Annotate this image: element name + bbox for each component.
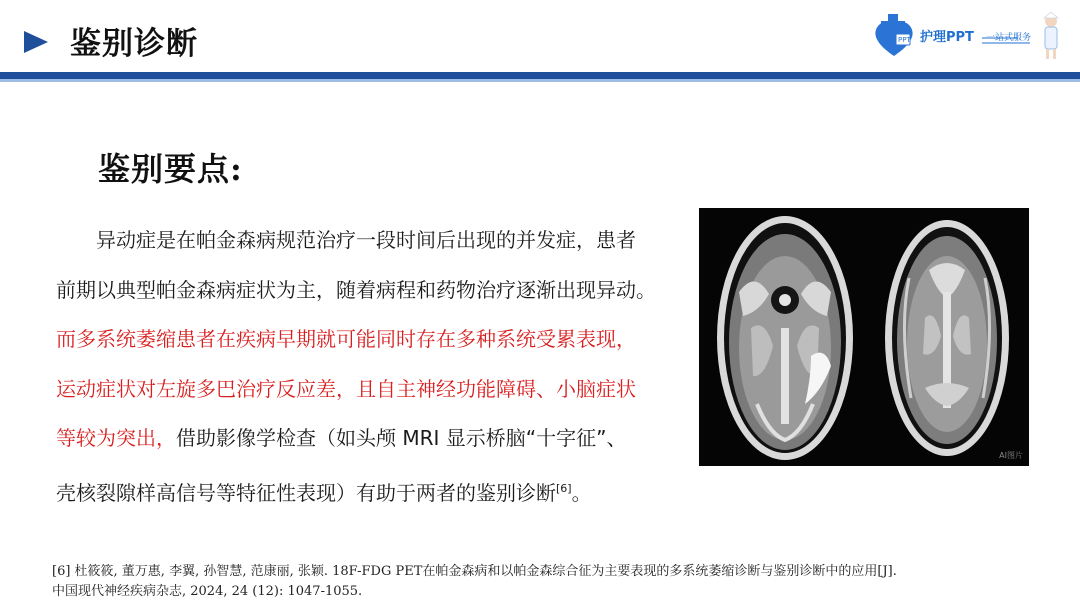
brand-logo (870, 10, 1070, 66)
paragraph-line: 异动症是在帕金森病规范治疗一段时间后出现的并发症，患者 (96, 228, 636, 252)
paragraph-line (56, 414, 676, 464)
footnote-line: 中国现代神经疾病杂志, 2024, 24 (12): 1047-1055. (52, 584, 363, 599)
header-divider-accent (0, 79, 1080, 82)
highlight-text: 等较为突出， (56, 426, 176, 450)
brand-name: 护理PPT (920, 30, 974, 45)
paragraph-line-highlight: 运动症状对左旋多巴治疗反应差，且自主神经功能障碍、小脑症状 (56, 376, 636, 401)
section-subtitle: 鉴别要点: (98, 150, 243, 188)
paragraph-line-highlight: 而多系统萎缩患者在疾病早期就可能同时存在多种系统受累表现， (56, 327, 636, 351)
brain-mri-image (699, 208, 1029, 466)
ai-image-badge: AI图片 (999, 451, 1023, 460)
svg-text:PPT: PPT (898, 36, 911, 44)
paragraph-text: 借助影像学检查（如头颅 MRI 显示桥脑“十字征”、 (176, 426, 627, 450)
citation-reference: [6] (556, 481, 572, 495)
body-paragraph (56, 216, 676, 518)
paragraph-line: 前期以典型帕金森病症状为主，随着病程和药物治疗逐渐出现异动。 (56, 277, 656, 302)
title-arrow-icon (24, 31, 48, 53)
header-divider (0, 72, 1080, 79)
paragraph-line (56, 464, 676, 519)
paragraph-text: 壳核裂隙样高信号等特征性表现）有助于两者的鉴别诊断 (56, 480, 556, 505)
paragraph-text: 。 (571, 480, 592, 505)
brain-mri-icon (699, 208, 1029, 466)
footnote-line: [6] 杜筱筱, 董万惠, 李翼, 孙智慧, 范康丽, 张颖. 18F-FDG PET在帕金森病和以帕金森综合征为主要表现的多系统萎缩诊断与鉴别诊断中的应用[J]. (52, 564, 897, 579)
reference-footnote (52, 562, 1052, 602)
page-title: 鉴别诊断 (70, 26, 198, 62)
brand-tagline: 一站式服务 (986, 33, 1032, 43)
slide-header (0, 0, 1080, 84)
